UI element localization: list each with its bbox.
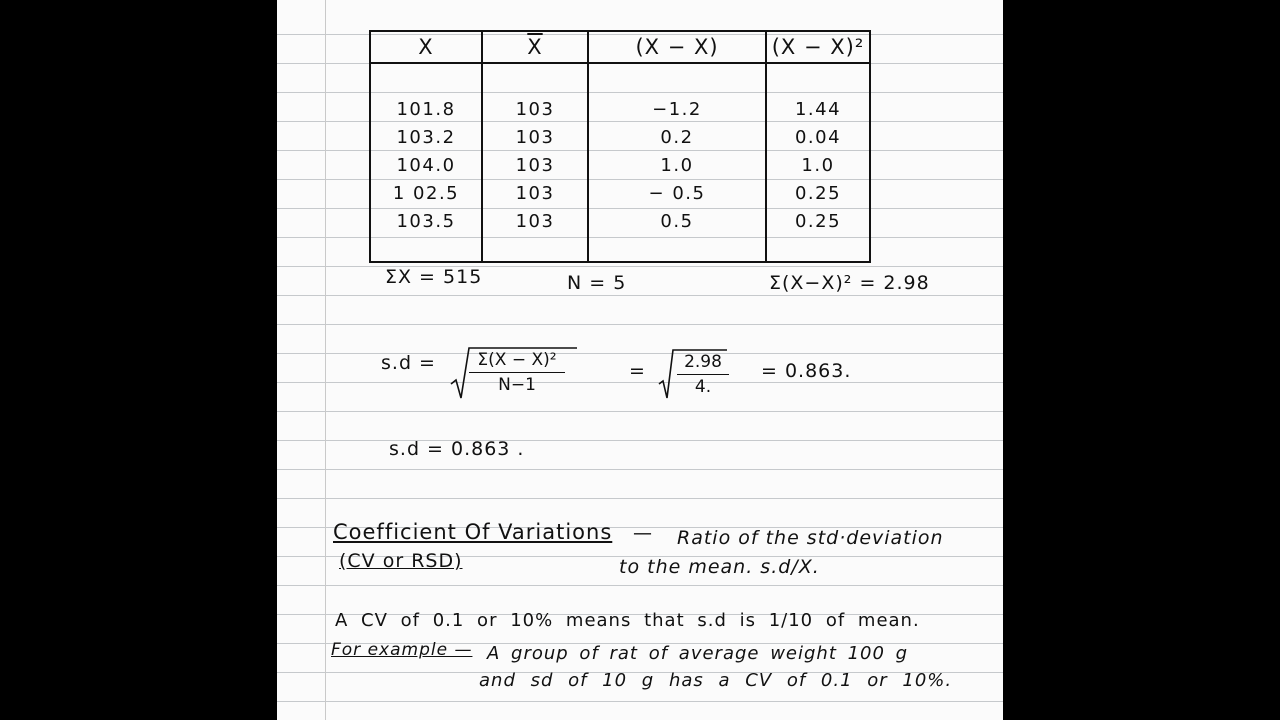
header-mean: $\overline{X}$	[527, 35, 543, 59]
fraction-1	[469, 350, 565, 395]
fraction-1-numerator: Σ(X − X)²	[469, 350, 565, 373]
cell-mean: 103	[515, 127, 555, 148]
sum-x: ΣX = 515	[385, 266, 483, 288]
example-label: For example —	[331, 640, 473, 660]
cell-x: 104.0	[396, 155, 456, 176]
sd-result: = 0.863.	[761, 360, 852, 382]
cell-deviation: 0.5	[660, 211, 694, 232]
cell-squared: 1.44	[794, 99, 842, 120]
cv-term: Coefficient Of Variations	[333, 520, 613, 544]
example-intro: A CV of 0.1 or 10% means that s.d is 1/10 of mean.	[335, 610, 920, 631]
cv-abbreviation: (CV or RSD)	[339, 550, 463, 572]
cell-mean: 103	[515, 99, 555, 120]
cell-squared: 1.0	[801, 155, 835, 176]
cell-deviation: 1.0	[660, 155, 694, 176]
header-x: X	[418, 35, 434, 59]
example-line-3: and sd of 10 g has a CV of 0.1 or 10%.	[479, 670, 953, 691]
cell-squared: 0.25	[794, 211, 842, 232]
cell-x: 103.5	[396, 211, 456, 232]
cell-mean: 103	[515, 183, 555, 204]
cv-definition-1: Ratio of the std·deviation	[677, 527, 944, 549]
cell-mean: 103	[515, 155, 555, 176]
margin-line	[325, 0, 326, 720]
column-x	[371, 32, 481, 236]
cell-squared: 0.25	[794, 183, 842, 204]
fraction-2-numerator: 2.98	[677, 352, 729, 375]
cell-mean: 103	[515, 211, 555, 232]
cv-definition-2: to the mean. s.d/X.	[619, 556, 820, 578]
equals-sign: =	[629, 360, 646, 382]
header-deviation: (X − X)	[635, 35, 719, 59]
sd-final: s.d = 0.863 .	[389, 438, 525, 460]
notebook-page	[277, 0, 1003, 720]
fraction-1-denominator: N−1	[498, 375, 536, 395]
cell-x: 101.8	[396, 99, 456, 120]
cell-deviation: − 0.5	[648, 183, 706, 204]
column-mean	[483, 32, 587, 236]
cell-deviation: 0.2	[660, 127, 694, 148]
column-deviation	[589, 32, 765, 236]
sum-squares: Σ(X−X)² = 2.98	[769, 272, 930, 294]
fraction-2-denominator: 4.	[694, 377, 712, 397]
fraction-2	[677, 352, 729, 397]
cell-x: 103.2	[396, 127, 456, 148]
sd-label: s.d =	[381, 352, 436, 374]
cell-squared: 0.04	[794, 127, 842, 148]
n-count: N = 5	[567, 272, 627, 294]
cell-deviation: −1.2	[652, 99, 702, 120]
cv-dash: —	[633, 522, 653, 544]
example-line-2: A group of rat of average weight 100 g	[487, 643, 909, 664]
column-squared	[767, 32, 869, 236]
header-squared: (X − X)²	[771, 35, 865, 59]
data-table	[369, 30, 871, 263]
cell-x: 1 02.5	[392, 183, 460, 204]
